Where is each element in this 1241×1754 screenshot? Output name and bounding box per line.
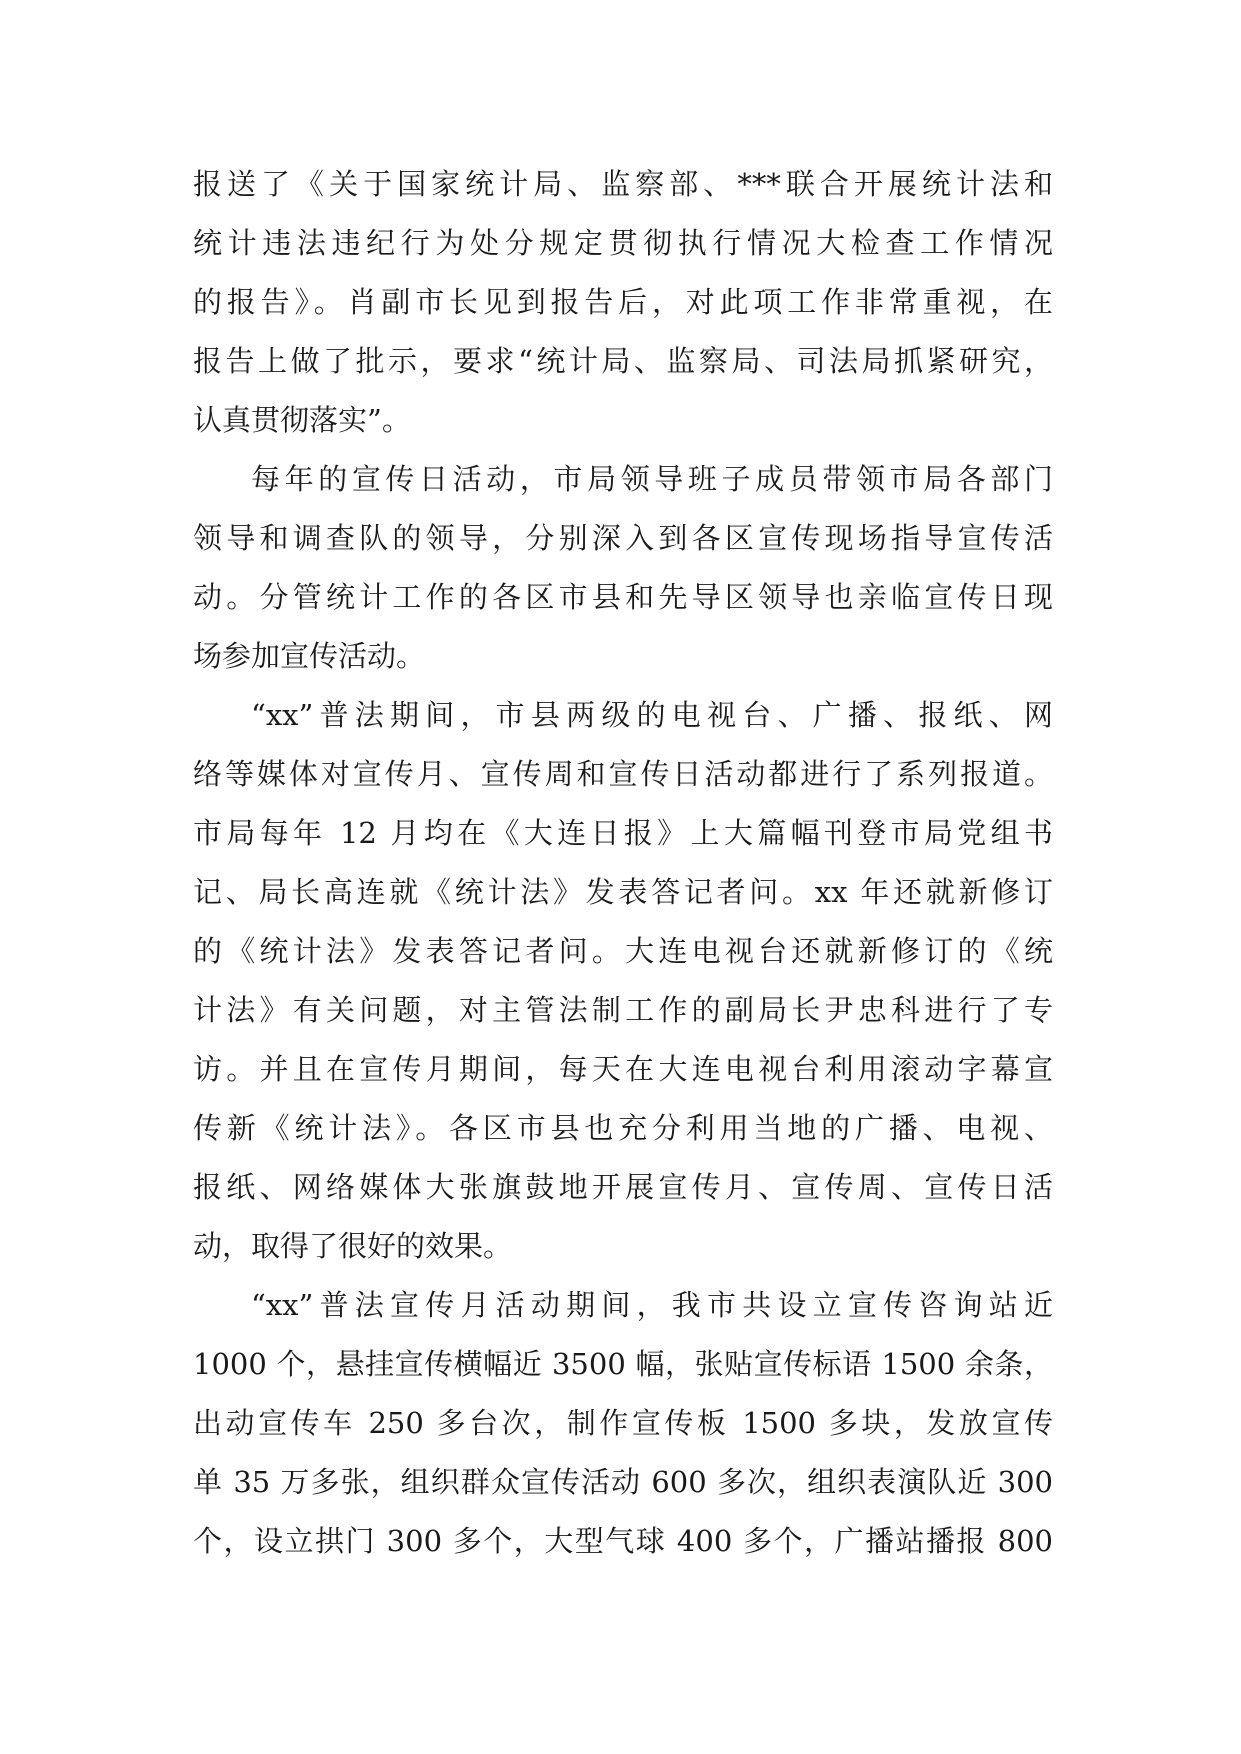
- text-line: 1000 个，悬挂宣传横幅近 3500 幅，张贴宣传标语 1500 余条，: [193, 1347, 1053, 1381]
- text-line: 络等媒体对宣传月、宣传周和宣传日活动都进行了系列报道。: [193, 757, 1053, 791]
- text-line: 记、局长高连就《统计法》发表答记者问。xx 年还就新修订: [193, 875, 1053, 909]
- text-line: 的报告》。肖副市长见到报告后，对此项工作非常重视，在: [193, 285, 1053, 319]
- text-line: 认真贯彻落实”。: [193, 403, 411, 437]
- text-line: 动，取得了很好的效果。: [193, 1229, 513, 1263]
- text-line: 访。并且在宣传月期间，每天在大连电视台利用滚动字幕宣: [193, 1052, 1053, 1086]
- text-line: “xx”普法宣传月活动期间，我市共设立宣传咨询站近: [251, 1288, 1053, 1322]
- text-line: 个，设立拱门 300 多个，大型气球 400 多个，广播站播报 800: [193, 1524, 1053, 1558]
- text-line: 计法》有关问题，对主管法制工作的副局长尹忠科进行了专: [193, 993, 1053, 1027]
- text-line: 报告上做了批示，要求“统计局、监察局、司法局抓紧研究，: [193, 344, 1053, 378]
- text-line: 市局每年 12 月均在《大连日报》上大篇幅刊登市局党组书: [193, 816, 1053, 850]
- text-line: 统计违法违纪行为处分规定贯彻执行情况大检查工作情况: [193, 226, 1053, 260]
- text-line: 每年的宣传日活动，市局领导班子成员带领市局各部门: [251, 462, 1053, 496]
- text-line: 动。分管统计工作的各区市县和先导区领导也亲临宣传日现: [193, 580, 1053, 614]
- text-line: 单 35 万多张，组织群众宣传活动 600 多次，组织表演队近 300: [193, 1465, 1053, 1499]
- text-line: 报送了《关于国家统计局、监察部、***联合开展统计法和: [193, 167, 1053, 201]
- text-line: 领导和调查队的领导，分别深入到各区宣传现场指导宣传活: [193, 521, 1053, 555]
- text-line: “xx”普法期间，市县两级的电视台、广播、报纸、网: [251, 698, 1053, 732]
- document-body: [193, 155, 1053, 1571]
- text-line: 场参加宣传活动。: [193, 639, 426, 673]
- text-line: 传新《统计法》。各区市县也充分利用当地的广播、电视、: [193, 1111, 1053, 1145]
- text-line: 出动宣传车 250 多台次，制作宣传板 1500 多块，发放宣传: [193, 1406, 1053, 1440]
- text-line: 的《统计法》发表答记者问。大连电视台还就新修订的《统: [193, 934, 1053, 968]
- text-line: 报纸、网络媒体大张旗鼓地开展宣传月、宣传周、宣传日活: [193, 1170, 1053, 1204]
